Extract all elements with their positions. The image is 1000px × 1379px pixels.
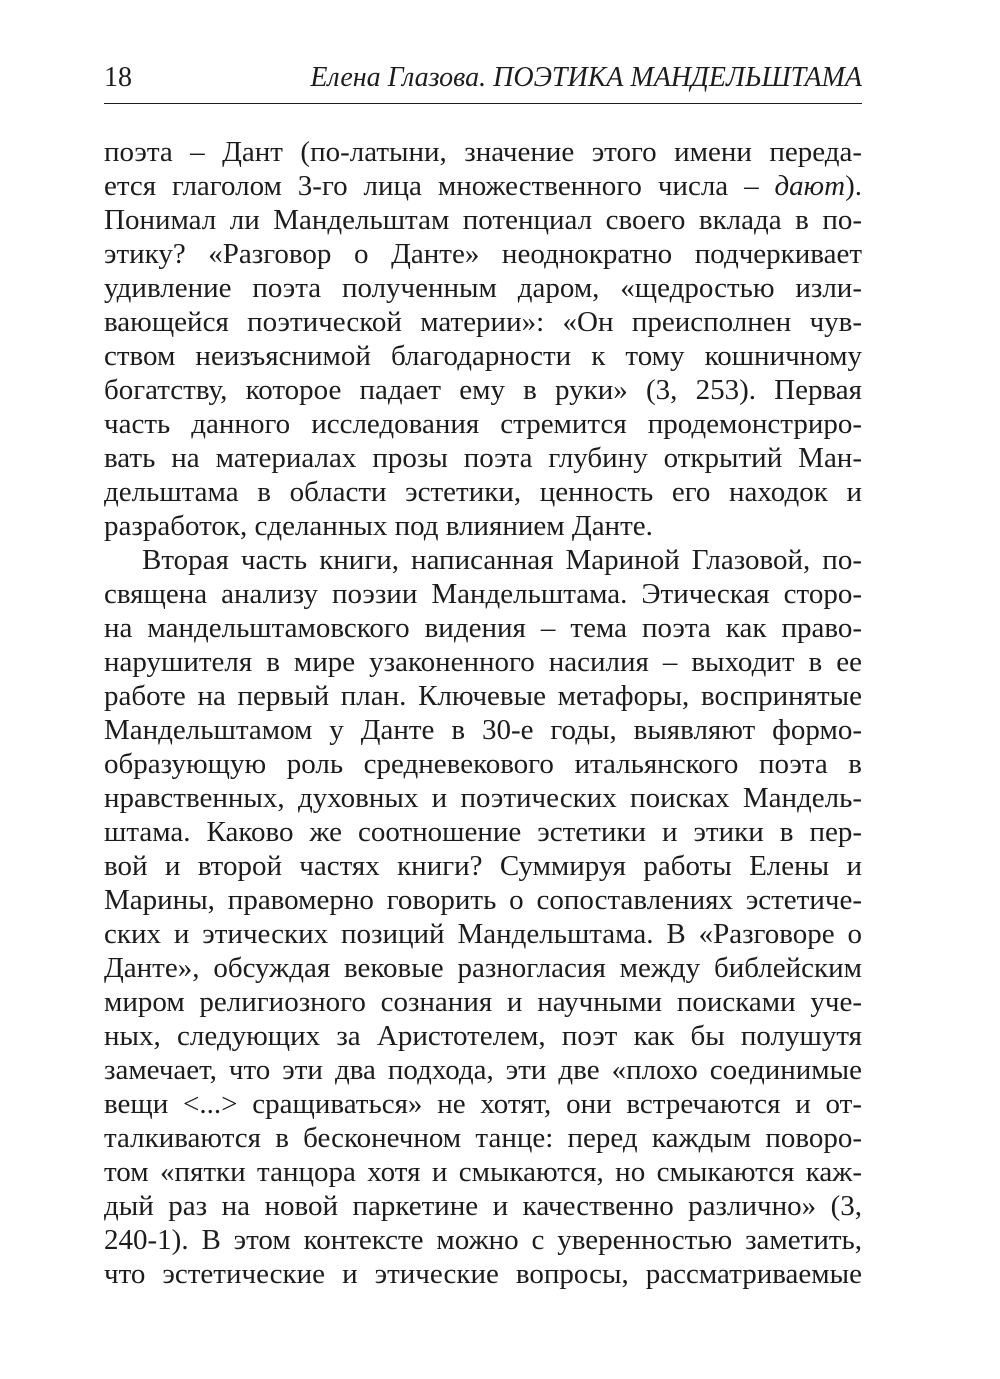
text-line: Понимал ли Мандельштам потенциал своего вклада в по- xyxy=(104,204,862,236)
text-line: удивление поэта полученным даром, «щедростью изли- xyxy=(104,272,862,304)
header-rule xyxy=(104,103,862,104)
page-number: 18 xyxy=(104,62,132,93)
text-segment: ется глаголом 3-го лица множественного числа – xyxy=(104,170,775,202)
text-line: часть данного исследования стремится продемонстриро- xyxy=(104,408,862,440)
text-line: дый раз на новой паркетине и качественно различно» (3, xyxy=(104,1190,862,1222)
text-line: работе на первый план. Ключевые метафоры, воспринятые xyxy=(104,680,862,712)
text-line: богатству, которое падает ему в руки» (3, 253). Первая xyxy=(104,374,862,406)
text-line: замечает, что эти два подхода, эти две «плохо соединимые xyxy=(104,1054,862,1086)
text-line xyxy=(104,169,862,203)
text-line: на мандельштамовского видения – тема поэта как право- xyxy=(104,612,862,644)
text-line: вать на материалах прозы поэта глубину открытий Ман- xyxy=(104,442,862,474)
text-line: ных, следующих за Аристотелем, поэт как бы полушутя xyxy=(104,1020,862,1052)
text-line: разработок, сделанных под влиянием Данте. xyxy=(104,510,653,542)
paragraph-1 xyxy=(104,135,862,543)
text-segment: ). xyxy=(845,170,862,202)
text-line: ских и этических позиций Мандельштама. В «Разговоре о xyxy=(104,918,862,950)
text-line: ством неизъяснимой благодарности к тому кошничному xyxy=(104,340,862,372)
text-line: вой и второй частях книги? Суммируя работы Елены и xyxy=(104,850,862,882)
paragraph-2 xyxy=(104,543,862,1291)
text-line: образующую роль средневекового итальянского поэта в xyxy=(104,748,862,780)
text-line: Марины, правомерно говорить о сопоставлениях эстетиче- xyxy=(104,884,862,916)
text-line: Вторая часть книги, написанная Мариной Глазовой, по- xyxy=(142,544,862,576)
text-line: этику? «Разговор о Данте» неоднократно подчеркивает xyxy=(104,238,862,270)
text-line: талкиваются в бесконечном танце: перед каждым поворо- xyxy=(104,1122,862,1154)
text-line: Мандельштамом у Данте в 30-е годы, выявляют формо- xyxy=(104,714,862,746)
body-text xyxy=(104,135,862,1291)
italic-word: дают xyxy=(774,170,846,202)
text-line: миром религиозного сознания и научными поисками уче- xyxy=(104,986,862,1018)
text-line: нравственных, духовных и поэтических поисках Мандель- xyxy=(104,782,862,814)
text-line: том «пятки танцора хотя и смыкаются, но смыкаются каж- xyxy=(104,1156,862,1188)
text-line: священа анализу поэзии Мандельштама. Этическая сторо- xyxy=(104,578,862,610)
text-line: дельштама в области эстетики, ценность его находок и xyxy=(104,476,862,508)
text-line: штама. Каково же соотношение эстетики и этики в пер- xyxy=(104,816,862,848)
text-line: 240-1). В этом контексте можно с уверенностью заметить, xyxy=(104,1224,862,1256)
text-line: вающейся поэтической материи»: «Он преисполнен чув- xyxy=(104,306,862,338)
text-line: Данте», обсуждая вековые разногласия между библейским xyxy=(104,952,862,984)
running-title: Елена Глазова. ПОЭТИКА МАНДЕЛЬШТАМА xyxy=(310,62,862,93)
text-line: что эстетические и этические вопросы, рассматриваемые xyxy=(104,1258,862,1290)
text-line: вещи <...> сращиваться» не хотят, они встречаются и от- xyxy=(104,1088,862,1120)
text-line: поэта – Дант (по-латыни, значение этого имени переда- xyxy=(104,136,862,168)
text-line: нарушителя в мире узаконенного насилия – выходит в ее xyxy=(104,646,862,678)
running-head xyxy=(104,60,862,100)
